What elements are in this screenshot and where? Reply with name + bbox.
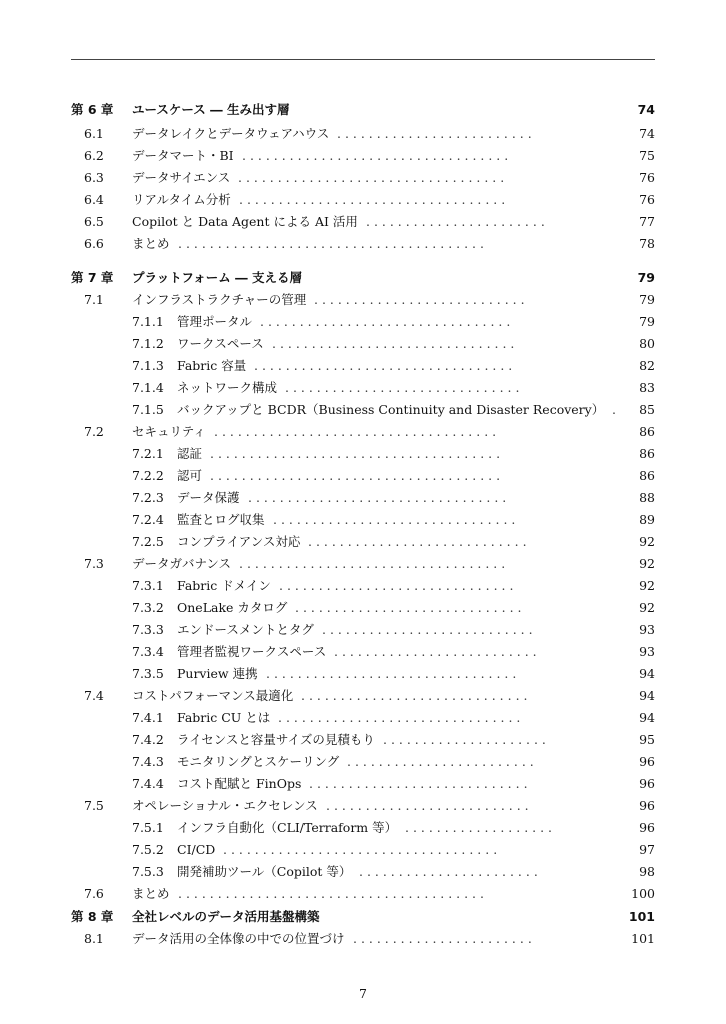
toc-chapter-entry[interactable] [0, 100, 726, 120]
toc-entry-title: インフラストラクチャーの管理 [132, 292, 307, 307]
toc-subsection-entry[interactable] [0, 400, 726, 420]
toc-subsection-entry[interactable] [0, 818, 726, 838]
toc-entry-number: 6.3 [84, 170, 104, 185]
toc-entry-title: プラットフォーム ― 支える層 [132, 270, 302, 285]
toc-entry-number: 第 8 章 [71, 909, 114, 924]
toc-entry-page: 86 [639, 468, 655, 483]
toc-entry-page: 93 [639, 622, 655, 637]
toc-section-entry[interactable] [0, 168, 726, 188]
toc-leader-dots: . . . . . . . . . . . . . . . . . . . . . . . . . . . . . . . . [266, 666, 517, 681]
toc-entry-title: ワークスペース [177, 336, 264, 351]
toc-entry-page: 75 [639, 148, 655, 163]
toc-entry-page: 97 [639, 842, 655, 857]
toc-entry-number: 7.4 [84, 688, 104, 703]
toc-subsection-entry[interactable] [0, 730, 726, 750]
toc-entry-number: 7.1.3 [132, 358, 164, 373]
toc-entry-title: Fabric 容量 [177, 358, 247, 373]
toc-entry-number: 7.2.4 [132, 512, 164, 527]
toc-leader-dots: . . . . . . . . . . . . . . . . . . . . . . . . . . . . . . . [272, 336, 515, 351]
toc-entry-page: 92 [639, 578, 655, 593]
toc-section-entry[interactable] [0, 212, 726, 232]
toc-leader-dots: . . . . . . . . . . . . . . . . . . . . . . . . . . . . [309, 776, 528, 791]
toc-entry-title: 認可 [177, 468, 203, 483]
toc-leader-dots: . . . . . . . . . . . . . . . . . . . . . . . . [347, 754, 534, 769]
toc-leader-dots: . . . . . . . . . . . . . . . . . . . . . . . . . . . . . . . . . [248, 490, 507, 505]
toc-entry-title: インフラ自動化（CLI/Terraform 等） [177, 820, 398, 835]
toc-entry-number: 6.1 [84, 126, 104, 141]
toc-leader-dots: . . . . . . . . . . . . . . . . . . . . . . . . . . [334, 644, 537, 659]
toc-subsection-entry[interactable] [0, 532, 726, 552]
toc-entry-page: 96 [639, 798, 655, 813]
toc-leader-dots: . . . . . . . . . . . . . . . . . . . . . . . . . . . . . . . [273, 512, 516, 527]
toc-leader-dots: . . . . . . . . . . . . . . . . . . . . . . . . . . . . . . . . [260, 314, 511, 329]
toc-entry-number: 7.5.1 [132, 820, 164, 835]
toc-entry-title: データガバナンス [132, 556, 232, 571]
toc-section-entry[interactable] [0, 554, 726, 574]
page-number: 7 [359, 986, 367, 1001]
toc-entry-number: 6.4 [84, 192, 104, 207]
toc-entry-title: コストパフォーマンス最適化 [132, 688, 294, 703]
toc-entry-page: 92 [639, 556, 655, 571]
toc-entry-page: 96 [639, 754, 655, 769]
toc-leader-dots: . . . . . . . . . . . . . . . . . . . . . . . . . . . [314, 292, 525, 307]
toc-subsection-entry[interactable] [0, 774, 726, 794]
toc-entry-page: 79 [637, 270, 655, 285]
toc-entry-title: Fabric ドメイン [177, 578, 271, 593]
toc-leader-dots: . . . . . . . . . . . . . . . . . . . . . . . . . . . . . . . . . . [239, 192, 506, 207]
toc-leader-dots: . . . . . . . . . . . . . . . . . . . . . . . . . . [326, 798, 529, 813]
toc-entry-number: 7.3.3 [132, 622, 164, 637]
toc-subsection-entry[interactable] [0, 356, 726, 376]
toc-entry-title: データマート・BI [132, 148, 234, 163]
toc-entry-page: 78 [639, 236, 655, 251]
toc-leader-dots: . . . . . . . . . . . . . . . . . . . . . [383, 732, 546, 747]
toc-entry-page: 94 [639, 710, 655, 725]
toc-entry-number: 6.2 [84, 148, 104, 163]
toc-entry-number: 7.3 [84, 556, 104, 571]
toc-entry-number: 7.2.5 [132, 534, 164, 549]
toc-entry-title: バックアップと BCDR（Business Continuity and Disaster Recovery） [177, 402, 605, 417]
toc-entry-title: Purview 連携 [177, 666, 258, 681]
toc-entry-page: 98 [639, 864, 655, 879]
toc-entry-number: 7.4.1 [132, 710, 164, 725]
toc-entry-page: 79 [639, 314, 655, 329]
toc-entry-title: データ保護 [177, 490, 240, 505]
toc-subsection-entry[interactable] [0, 378, 726, 398]
header-rule [71, 59, 655, 60]
toc-entry-number: 第 6 章 [71, 102, 114, 117]
toc-entry-number: 7.4.2 [132, 732, 164, 747]
toc-entry-title: ライセンスと容量サイズの見積もり [177, 732, 375, 747]
toc-leader-dots: . . . . . . . . . . . . . . . . . . . . . . . . . . . . . . . . . . . . . [210, 446, 501, 461]
toc-subsection-entry[interactable] [0, 466, 726, 486]
toc-entry-title: 管理ポータル [177, 314, 253, 329]
toc-entry-number: 7.3.1 [132, 578, 164, 593]
toc-entry-page: 92 [639, 600, 655, 615]
toc-leader-dots: . . . . . . . . . . . . . . . . . . . . . . . . . . . . . . [285, 380, 520, 395]
toc-leader-dots: . . . . . . . . . . . . . . . . . . . . . . . . . . . [322, 622, 533, 637]
toc-leader-dots: . . . . . . . . . . . . . . . . . . . . . . . . . . . . . . . [278, 710, 521, 725]
toc-entry-title: まとめ [132, 236, 170, 251]
toc-entry-page: 100 [631, 886, 655, 901]
toc-entry-title: 全社レベルのデータ活用基盤構築 [132, 909, 320, 924]
toc-entry-page: 76 [639, 192, 655, 207]
toc-entry-number: 6.6 [84, 236, 104, 251]
toc-section-entry[interactable] [0, 290, 726, 310]
toc-entry-page: 95 [639, 732, 655, 747]
toc-entry-page: 82 [639, 358, 655, 373]
toc-entry-page: 77 [639, 214, 655, 229]
toc-entry-page: 94 [639, 688, 655, 703]
toc-leader-dots: . . . . . . . . . . . . . . . . . . . . . . . . . . . . . . . . . . . . . [210, 468, 501, 483]
toc-entry-title: 開発補助ツール（Copilot 等） [177, 864, 352, 879]
toc-entry-title: 認証 [177, 446, 203, 461]
toc-subsection-entry[interactable] [0, 444, 726, 464]
toc-subsection-entry[interactable] [0, 840, 726, 860]
toc-entry-page: 86 [639, 424, 655, 439]
toc-entry-number: 7.4.3 [132, 754, 164, 769]
toc-section-entry[interactable] [0, 146, 726, 166]
toc-section-entry[interactable] [0, 929, 726, 949]
toc-section-entry[interactable] [0, 884, 726, 904]
toc-subsection-entry[interactable] [0, 334, 726, 354]
toc-section-entry[interactable] [0, 422, 726, 442]
toc-subsection-entry[interactable] [0, 708, 726, 728]
toc-entry-title: ネットワーク構成 [177, 380, 278, 395]
toc-entry-number: 8.1 [84, 931, 104, 946]
toc-entry-number: 7.2.1 [132, 446, 164, 461]
toc-entry-page: 96 [639, 776, 655, 791]
toc-leader-dots: . . . . . . . . . . . . . . . . . . . . . . . . . . . . . . . . . . . . . . . [178, 236, 484, 251]
toc-leader-dots: . . . . . . . . . . . . . . . . . . . . . . . [359, 864, 538, 879]
toc-entry-title: データサイエンス [132, 170, 231, 185]
toc-section-entry[interactable] [0, 190, 726, 210]
toc-entry-page: 83 [639, 380, 655, 395]
toc-leader-dots: . . . . . . . . . . . . . . . . . . . . . . . [353, 931, 532, 946]
toc-subsection-entry[interactable] [0, 642, 726, 662]
toc-subsection-entry[interactable] [0, 664, 726, 684]
toc-entry-page: 86 [639, 446, 655, 461]
toc-entry-number: 7.2.2 [132, 468, 164, 483]
toc-entry-number: 第 7 章 [71, 270, 114, 285]
toc-section-entry[interactable] [0, 124, 726, 144]
toc-entry-number: 7.5 [84, 798, 104, 813]
toc-subsection-entry[interactable] [0, 752, 726, 772]
toc-entry-title: コスト配賦と FinOps [177, 776, 302, 791]
toc-entry-title: リアルタイム分析 [132, 192, 231, 207]
toc-subsection-entry[interactable] [0, 576, 726, 596]
toc-entry-page: 85 [639, 402, 655, 417]
toc-leader-dots: . . . . . . . . . . . . . . . . . . . . . . . . . . . . . . [279, 578, 514, 593]
toc-section-entry[interactable] [0, 796, 726, 816]
toc-leader-dots: . . . . . . . . . . . . . . . . . . . . . . . . . . . . . . . . . . . . [214, 424, 497, 439]
toc-entry-page: 88 [639, 490, 655, 505]
toc-chapter-entry[interactable] [0, 907, 726, 927]
toc-subsection-entry[interactable] [0, 620, 726, 640]
toc-entry-title: エンドースメントとタグ [177, 622, 314, 637]
toc-entry-number: 7.1.2 [132, 336, 164, 351]
toc-entry-page: 79 [639, 292, 655, 307]
toc-leader-dots: . . . . . . . . . . . . . . . . . . . . . . . . . . . . . [295, 600, 522, 615]
toc-subsection-entry[interactable] [0, 598, 726, 618]
toc-leader-dots: . . . . . . . . . . . . . . . . . . . . . . . . . [337, 126, 532, 141]
toc-entry-page: 93 [639, 644, 655, 659]
toc-entry-title: データ活用の全体像の中での位置づけ [132, 931, 345, 946]
toc-leader-dots: . . . . . . . . . . . . . . . . . . . . . . . . . . . . . [301, 688, 528, 703]
toc-subsection-entry[interactable] [0, 510, 726, 530]
toc-entry-number: 7.3.4 [132, 644, 164, 659]
toc-leader-dots: . . . . . . . . . . . . . . . . . . . [405, 820, 553, 835]
toc-entry-number: 7.3.2 [132, 600, 164, 615]
toc-entry-title: Copilot と Data Agent による AI 活用 [132, 214, 358, 229]
toc-entry-page: 80 [639, 336, 655, 351]
toc-leader-dots: . [612, 402, 616, 417]
toc-leader-dots: . . . . . . . . . . . . . . . . . . . . . . . . . . . . . . . . . . [242, 148, 509, 163]
toc-entry-number: 7.3.5 [132, 666, 164, 681]
toc-subsection-entry[interactable] [0, 862, 726, 882]
toc-entry-title: 監査とログ収集 [177, 512, 265, 527]
toc-entry-title: モニタリングとスケーリング [177, 754, 340, 769]
toc-entry-page: 101 [628, 909, 655, 924]
toc-chapter-entry[interactable] [0, 268, 726, 288]
toc-entry-number: 7.5.2 [132, 842, 164, 857]
toc-leader-dots: . . . . . . . . . . . . . . . . . . . . . . . . . . . . . . . . . . . [223, 842, 498, 857]
toc-leader-dots: . . . . . . . . . . . . . . . . . . . . . . . . . . . . . . . . . . [239, 556, 506, 571]
toc-entry-number: 7.2 [84, 424, 104, 439]
toc-entry-number: 7.6 [84, 886, 104, 901]
toc-entry-page: 74 [637, 102, 655, 117]
toc-leader-dots: . . . . . . . . . . . . . . . . . . . . . . . . . . . . [308, 534, 527, 549]
toc-entry-number: 7.2.3 [132, 490, 164, 505]
toc-entry-number: 6.5 [84, 214, 104, 229]
toc-entry-number: 7.1 [84, 292, 104, 307]
toc-entry-page: 94 [639, 666, 655, 681]
toc-entry-title: セキュリティ [132, 424, 206, 439]
toc-entry-page: 74 [639, 126, 655, 141]
toc-subsection-entry[interactable] [0, 488, 726, 508]
toc-entry-page: 92 [639, 534, 655, 549]
toc-entry-title: データレイクとデータウェアハウス [132, 126, 330, 141]
toc-entry-number: 7.4.4 [132, 776, 164, 791]
toc-entry-page: 76 [639, 170, 655, 185]
toc-entry-title: CI/CD [177, 842, 216, 857]
toc-entry-title: まとめ [132, 886, 170, 901]
toc-entry-number: 7.1.5 [132, 402, 164, 417]
toc-entry-number: 7.5.3 [132, 864, 164, 879]
toc-leader-dots: . . . . . . . . . . . . . . . . . . . . . . . [366, 214, 545, 229]
toc-entry-number: 7.1.1 [132, 314, 164, 329]
toc-entry-page: 89 [639, 512, 655, 527]
toc-leader-dots: . . . . . . . . . . . . . . . . . . . . . . . . . . . . . . . . . . [238, 170, 505, 185]
toc-leader-dots: . . . . . . . . . . . . . . . . . . . . . . . . . . . . . . . . . [254, 358, 513, 373]
toc-section-entry[interactable] [0, 234, 726, 254]
toc-subsection-entry[interactable] [0, 312, 726, 332]
toc-entry-title: コンプライアンス対応 [177, 534, 301, 549]
toc-entry-page: 96 [639, 820, 655, 835]
toc-leader-dots: . . . . . . . . . . . . . . . . . . . . . . . . . . . . . . . . . . . . . . . [178, 886, 484, 901]
toc-section-entry[interactable] [0, 686, 726, 706]
toc-entry-title: 管理者監視ワークスペース [177, 644, 327, 659]
toc-entry-title: OneLake カタログ [177, 600, 288, 615]
toc-entry-number: 7.1.4 [132, 380, 164, 395]
toc-entry-page: 101 [631, 931, 655, 946]
toc-entry-title: ユースケース ― 生み出す層 [132, 102, 290, 117]
toc-entry-title: Fabric CU とは [177, 710, 271, 725]
toc-entry-title: オペレーショナル・エクセレンス [132, 798, 318, 813]
